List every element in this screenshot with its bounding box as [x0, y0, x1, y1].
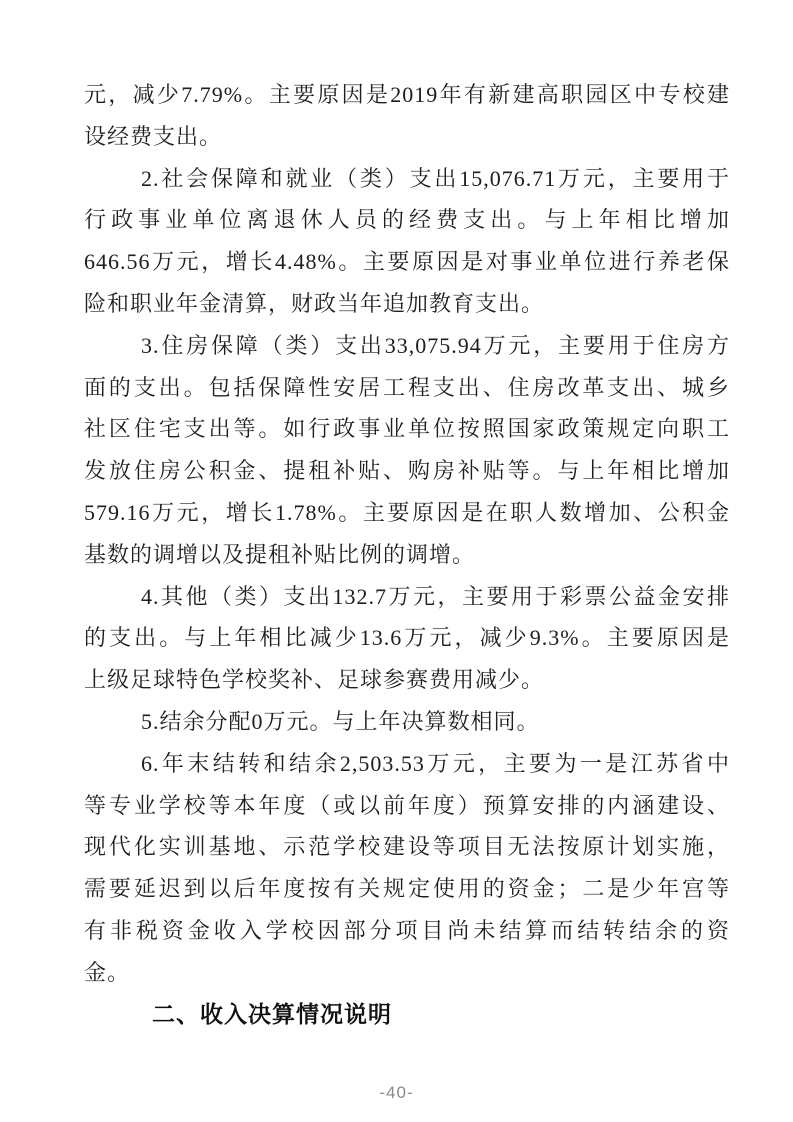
body-text-line: 行政事业单位离退休人员的经费支出。与上年相比增加	[84, 207, 730, 233]
body-text-line: 646.56万元，增长4.48%。主要原因是对事业单位进行养老保	[84, 249, 730, 275]
body-text-line: 需要延迟到以后年度按有关规定使用的资金；二是少年宫等	[84, 876, 730, 902]
body-text-line: 等专业学校等本年度（或以前年度）预算安排的内涵建设、	[84, 792, 730, 818]
body-text-line: 4.其他（类）支出132.7万元，主要用于彩票公益金安排	[141, 583, 730, 609]
body-text-line: 设经费支出。	[84, 123, 223, 149]
body-text-line: 5.结余分配0万元。与上年决算数相同。	[141, 708, 540, 734]
document-body	[84, 74, 730, 1035]
body-text-line: 2.社会保障和就业（类）支出15,076.71万元，主要用于	[141, 165, 730, 191]
body-text-line: 现代化实训基地、示范学校建设等项目无法按原计划实施，	[84, 834, 730, 860]
body-text-line: 金。	[84, 959, 131, 985]
body-text-line: 上级足球特色学校奖补、足球参赛费用减少。	[84, 667, 545, 693]
body-text-line: 险和职业年金清算，财政当年追加教育支出。	[84, 290, 545, 316]
body-text-line: 3.住房保障（类）支出33,075.94万元，主要用于住房方	[141, 332, 730, 358]
body-text-line: 基数的调增以及提租补贴比例的调增。	[84, 541, 476, 567]
page-number: -40-	[379, 1083, 414, 1102]
body-text-line: 579.16万元，增长1.78%。主要原因是在职人数增加、公积金	[84, 499, 730, 525]
body-text-line: 面的支出。包括保障性安居工程支出、住房改革支出、城乡	[84, 374, 730, 400]
body-text-line: 的支出。与上年相比减少13.6万元，减少9.3%。主要原因是	[84, 625, 730, 651]
body-text-line: 6.年末结转和结余2,503.53万元，主要为一是江苏省中	[141, 750, 730, 776]
body-text-line: 有非税资金收入学校因部分项目尚未结算而结转结余的资	[84, 917, 730, 943]
section-heading: 二、收入决算情况说明	[152, 1000, 392, 1027]
body-text-line: 社区住宅支出等。如行政事业单位按照国家政策规定向职工	[84, 416, 730, 442]
body-text-line: 发放住房公积金、提租补贴、购房补贴等。与上年相比增加	[84, 458, 730, 484]
body-text-line: 元，减少7.79%。主要原因是2019年有新建高职园区中专校建	[84, 82, 730, 107]
